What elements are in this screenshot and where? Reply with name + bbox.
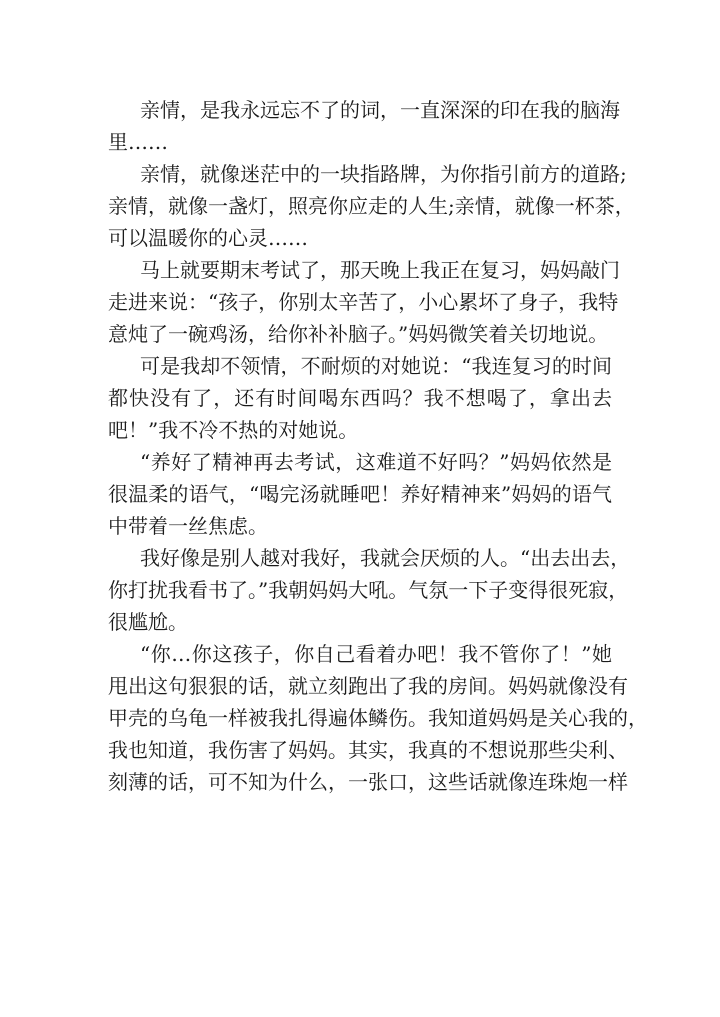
text-line: 甲壳的乌龟一样被我扎得遍体鳞伤。我知道妈妈是关心我的，: [108, 706, 648, 730]
text-line: 甩出这句狠狠的话，就立刻跑出了我的房间。妈妈就像没有: [108, 674, 628, 698]
text-line: 我好像是别人越对我好，我就会厌烦的人。“出去出去，: [140, 546, 631, 570]
text-line: 可是我却不领情，不耐烦的对她说：“我连复习的时间: [140, 354, 612, 378]
text-line: 都快没有了，还有时间喝东西吗？我不想喝了，拿出去: [108, 386, 612, 410]
text-line: 你打扰我看书了。”我朝妈妈大吼。气氛一下子变得很死寂，: [108, 578, 629, 602]
text-line: 里……: [108, 130, 168, 154]
text-line: 吧！”我不冷不热的对她说。: [108, 418, 359, 442]
paragraph: [108, 542, 631, 638]
text-line: 亲情，是我永远忘不了的词，一直深深的印在我的脑海: [140, 98, 620, 122]
text-line: 可以温暖你的心灵……: [108, 226, 308, 250]
article-body: [108, 94, 648, 798]
text-line: “养好了精神再去考试，这难道不好吗？”妈妈依然是: [140, 450, 612, 474]
paragraph: [108, 254, 620, 350]
text-line: 很温柔的语气，“喝完汤就睡吧！养好精神来”妈妈的语气: [108, 482, 612, 506]
text-line: 中带着一丝焦虑。: [108, 514, 268, 538]
text-line: 很尴尬。: [108, 610, 188, 634]
paragraph: [108, 158, 635, 254]
paragraph: [108, 446, 612, 542]
text-line: 刻薄的话，可不知为什么，一张口，这些话就像连珠炮一样: [108, 770, 628, 794]
paragraph: [108, 94, 620, 158]
paragraph: [108, 638, 648, 798]
paragraph: [108, 350, 612, 446]
text-line: 走进来说：“孩子，你别太辛苦了，小心累坏了身子，我特: [108, 290, 619, 314]
text-line: 我也知道，我伤害了妈妈。其实，我真的不想说那些尖利、: [108, 738, 628, 762]
text-line: 马上就要期末考试了，那天晚上我正在复习，妈妈敲门: [140, 258, 620, 282]
text-line: “你…你这孩子，你自己看着办吧！我不管你了！”她: [140, 642, 612, 666]
text-line: 亲情，就像一盏灯，照亮你应走的人生;亲情，就像一杯茶，: [108, 194, 635, 218]
text-line: 意炖了一碗鸡汤，给你补补脑子。”妈妈微笑着关切地说。: [108, 322, 609, 346]
text-line: 亲情，就像迷茫中的一块指路牌，为你指引前方的道路;: [140, 162, 627, 186]
